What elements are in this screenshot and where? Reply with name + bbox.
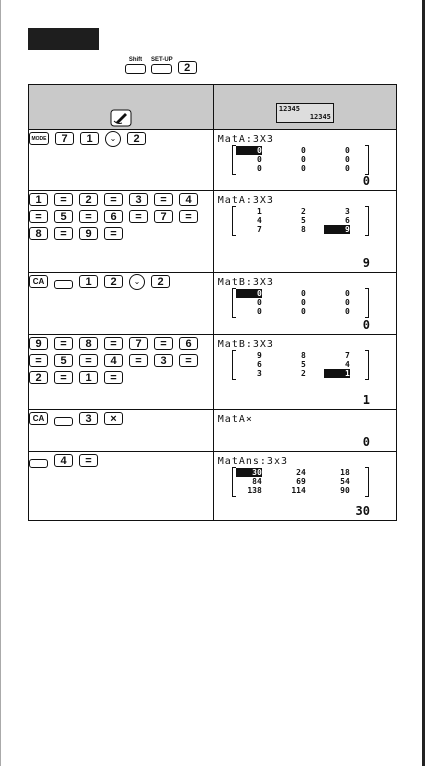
matrix-cell: 18 — [340, 468, 350, 477]
key-row — [29, 452, 213, 469]
calculator-key: 7 — [154, 210, 173, 223]
result-value: 1 — [362, 393, 370, 407]
calculator-key: 2 — [79, 193, 98, 206]
calculator-key: = — [179, 210, 198, 223]
matrix-cell: 0 — [344, 298, 350, 307]
matrix-cell: 0 — [344, 307, 350, 316]
matrix-grid — [232, 467, 369, 495]
result-value: 9 — [362, 256, 370, 270]
calculator-screen — [214, 410, 396, 451]
display-cell — [213, 130, 396, 191]
calculator-key: 6 — [179, 337, 198, 350]
section-header-box — [28, 28, 99, 50]
matrix-cell: 5 — [300, 360, 306, 369]
calculator-key: = — [54, 193, 73, 206]
matrix-cell: 8 — [300, 351, 306, 360]
calculator-key: = — [104, 193, 123, 206]
matrix-cell: 4 — [344, 360, 350, 369]
matrix-title: MatA× — [217, 414, 253, 425]
operation-table — [28, 84, 397, 521]
calculator-key: = — [54, 337, 73, 350]
key-sequence-cell — [29, 410, 214, 452]
display-cell — [213, 452, 396, 521]
matrix-grid — [232, 145, 369, 173]
calculator-key: 2 — [104, 275, 123, 288]
table-row — [29, 191, 397, 273]
matrix-cell: 0 — [300, 155, 306, 164]
calculator-key: 1 — [79, 275, 98, 288]
matrix-cell: 9 — [324, 225, 350, 234]
right-bracket — [365, 467, 369, 497]
matrix-grid — [232, 350, 369, 378]
matrix-cell: 6 — [256, 360, 262, 369]
matrix-cell: 138 — [247, 486, 262, 495]
table-header-row — [29, 85, 397, 130]
calculator-screen — [214, 130, 396, 190]
key-row — [29, 225, 213, 242]
matrix-cell: 7 — [256, 225, 262, 234]
calculator-key: 8 — [29, 227, 48, 240]
matrix-cell: 4 — [256, 216, 262, 225]
calculator-key: 5 — [54, 354, 73, 367]
key-row — [29, 191, 213, 208]
calculator-screen — [214, 335, 396, 409]
key-row — [29, 208, 213, 225]
matrix-cell: 30 — [236, 468, 262, 477]
ca-key: CA — [29, 412, 48, 425]
right-bracket — [365, 206, 369, 236]
matrix-cell: 69 — [296, 477, 306, 486]
setup-key — [151, 57, 173, 74]
matrix-title: MatA:3X3 — [217, 195, 274, 206]
matrix-cell: 0 — [300, 298, 306, 307]
page-edge-left — [0, 0, 1, 766]
calculator-key: = — [79, 354, 98, 367]
calculator-key: = — [179, 354, 198, 367]
calculator-key: 8 — [79, 337, 98, 350]
matrix-cell: 84 — [252, 477, 262, 486]
calculator-key: = — [104, 337, 123, 350]
calculator-key: = — [79, 454, 98, 467]
calculator-key: = — [104, 227, 123, 240]
result-value: 0 — [362, 435, 370, 449]
lcd-icon-bottom: 12345 — [309, 113, 331, 121]
key-sequence-cell — [29, 191, 214, 273]
matrix-cell: 54 — [340, 477, 350, 486]
shift-key-cap — [125, 64, 146, 74]
setup-key-label: SET-UP — [151, 57, 173, 63]
result-value: 30 — [355, 504, 370, 518]
matrix-cell: 8 — [300, 225, 306, 234]
key-row — [29, 130, 213, 147]
matrix-title: MatB:3X3 — [217, 339, 274, 350]
matrix-grid — [232, 288, 369, 316]
calculator-key: 9 — [79, 227, 98, 240]
matrix-cell: 3 — [344, 207, 350, 216]
key-sequence-cell — [29, 273, 214, 335]
calculator-key: = — [104, 371, 123, 384]
calculator-key: = — [29, 210, 48, 223]
calculator-key: = — [54, 227, 73, 240]
calculator-key: 4 — [54, 454, 73, 467]
table-row — [29, 273, 397, 335]
shift-key-label: Shift — [128, 57, 143, 63]
matrix-cell: 0 — [256, 164, 262, 173]
table-row — [29, 335, 397, 410]
right-bracket — [365, 350, 369, 380]
matrix-cell: 0 — [344, 164, 350, 173]
key-row — [29, 273, 213, 290]
matrix-cell: 6 — [344, 216, 350, 225]
calculator-screen — [214, 452, 396, 520]
matrix-cell: 2 — [300, 207, 306, 216]
display-cell — [213, 410, 396, 452]
display-cell — [213, 273, 396, 335]
shift-key-cap — [29, 459, 48, 468]
matrix-cell: 24 — [296, 468, 306, 477]
table-row — [29, 452, 397, 521]
result-value: 0 — [362, 174, 370, 188]
calculator-key: 4 — [104, 354, 123, 367]
key-sequence-cell — [29, 130, 214, 191]
calculator-key: = — [129, 354, 148, 367]
setup-key-cap — [151, 64, 172, 74]
calculator-key: 1 — [79, 371, 98, 384]
matrix-title: MatB:3X3 — [217, 277, 274, 288]
calculator-key: = — [79, 210, 98, 223]
shift-key-cap — [54, 280, 73, 289]
shift-key-cap — [54, 417, 73, 426]
display-cell — [213, 191, 396, 273]
matrix-cell: 0 — [300, 307, 306, 316]
matrix-cell: 0 — [344, 155, 350, 164]
result-value: 0 — [362, 318, 370, 332]
matrix-cell: 7 — [344, 351, 350, 360]
calculator-key: 3 — [154, 354, 173, 367]
key-row — [29, 352, 213, 369]
key-operation-icon — [110, 109, 132, 127]
calculator-key: 1 — [80, 132, 99, 145]
matrix-cell: 0 — [236, 146, 262, 155]
display-cell — [213, 335, 396, 410]
calculator-key: × — [104, 412, 123, 425]
down-arrow-icon: ⌄ — [105, 131, 121, 147]
matrix-cell: 0 — [344, 289, 350, 298]
key-row — [29, 410, 213, 427]
calculator-screen — [214, 273, 396, 334]
matrix-cell: 0 — [300, 289, 306, 298]
calculator-key: 7 — [55, 132, 74, 145]
calculator-key: 9 — [29, 337, 48, 350]
calculator-key: = — [154, 337, 173, 350]
matrix-cell: 90 — [340, 486, 350, 495]
calculator-key: = — [154, 193, 173, 206]
matrix-cell: 2 — [300, 369, 306, 378]
keys-column-header — [29, 85, 214, 130]
matrix-title: MatAns:3x3 — [217, 456, 288, 467]
key-row — [29, 335, 213, 352]
calculator-key: 5 — [54, 210, 73, 223]
matrix-cell: 9 — [256, 351, 262, 360]
matrix-title: MatA:3X3 — [217, 134, 274, 145]
display-column-header — [213, 85, 396, 130]
calculator-key: = — [54, 371, 73, 384]
down-arrow-icon: ⌄ — [129, 274, 145, 290]
table-row — [29, 410, 397, 452]
calculator-key: 7 — [129, 337, 148, 350]
table-row — [29, 130, 397, 191]
calculator-key: = — [129, 210, 148, 223]
matrix-cell: 0 — [236, 289, 262, 298]
matrix-cell: 0 — [256, 307, 262, 316]
key-sequence-cell — [29, 335, 214, 410]
calculator-key: 2 — [151, 275, 170, 288]
matrix-cell: 3 — [256, 369, 262, 378]
calculator-key: = — [29, 354, 48, 367]
calculator-key: 2 — [29, 371, 48, 384]
right-bracket — [365, 288, 369, 318]
calculator-key: 3 — [129, 193, 148, 206]
shift-key — [125, 57, 146, 74]
lcd-display-icon — [276, 103, 334, 123]
calculator-screen — [214, 191, 396, 272]
matrix-cell: 0 — [344, 146, 350, 155]
matrix-cell: 0 — [300, 164, 306, 173]
matrix-cell: 114 — [291, 486, 306, 495]
calculator-key: 4 — [179, 193, 198, 206]
key-2: 2 — [178, 61, 197, 74]
right-bracket — [365, 145, 369, 175]
key-sequence-cell — [29, 452, 214, 521]
matrix-cell: 0 — [256, 155, 262, 164]
ca-key: CA — [29, 275, 48, 288]
key-row — [29, 369, 213, 386]
matrix-cell: 0 — [256, 298, 262, 307]
calculator-key: 6 — [104, 210, 123, 223]
matrix-cell: 1 — [256, 207, 262, 216]
matrix-cell: 1 — [324, 369, 350, 378]
mode-key: MODE — [29, 132, 49, 145]
calculator-key: 3 — [79, 412, 98, 425]
calculator-key: 2 — [127, 132, 146, 145]
matrix-cell: 5 — [300, 216, 306, 225]
matrix-grid — [232, 206, 369, 234]
lcd-icon-top: 12345 — [278, 105, 300, 113]
matrix-cell: 0 — [300, 146, 306, 155]
setup-key-sequence — [125, 57, 197, 74]
calculator-key: 1 — [29, 193, 48, 206]
